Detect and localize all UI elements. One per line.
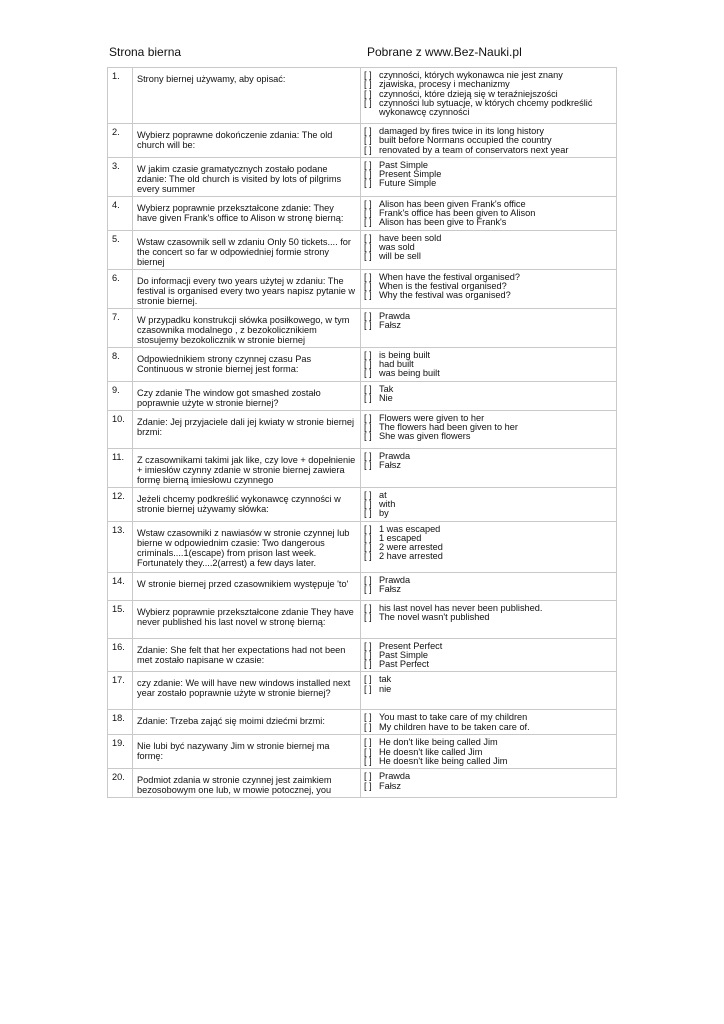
checkbox[interactable]: [ ] xyxy=(364,232,372,243)
checkbox[interactable]: [ ] xyxy=(364,144,372,155)
question-row xyxy=(108,769,617,798)
question-number-cell xyxy=(108,68,133,124)
question-number: 16. xyxy=(112,641,125,652)
answer-options xyxy=(361,348,616,381)
question-number-cell xyxy=(108,196,133,230)
question-text-cell xyxy=(133,710,361,735)
checkbox[interactable]: [ ] xyxy=(364,198,372,209)
checkbox[interactable]: [ ] xyxy=(364,135,372,146)
question-row xyxy=(108,269,617,308)
question-text-cell xyxy=(133,769,361,798)
answer-options-cell xyxy=(361,410,617,448)
checkbox[interactable]: [ ] xyxy=(364,169,372,180)
question-number: 10. xyxy=(112,413,125,424)
answer-option[interactable] xyxy=(364,385,616,394)
question-number-cell xyxy=(108,269,133,308)
answer-option-label: Past Simple xyxy=(379,159,429,170)
answer-options-cell xyxy=(361,157,617,196)
answer-options xyxy=(361,573,616,597)
question-row xyxy=(108,68,617,124)
checkbox[interactable]: [ ] xyxy=(364,542,372,553)
checkbox[interactable]: [ ] xyxy=(364,771,372,782)
answer-option-label: Present Perfect xyxy=(379,640,443,651)
answer-option[interactable] xyxy=(364,452,616,461)
checkbox[interactable]: [ ] xyxy=(364,746,372,757)
checkbox[interactable]: [ ] xyxy=(364,712,372,723)
checkbox[interactable]: [ ] xyxy=(364,79,372,90)
answer-options xyxy=(361,411,616,444)
checkbox[interactable]: [ ] xyxy=(364,431,372,442)
answer-option[interactable] xyxy=(364,491,616,500)
answer-option-label: He don't like being called Jim xyxy=(379,737,498,748)
answer-option-label: Fałsz xyxy=(379,583,401,594)
question-text: Wstaw czasownik sell w zdaniu Only 50 tickets.... for the concert so far w odpowiedniej formie strony biernej xyxy=(137,236,351,267)
answer-option-label: was being built xyxy=(379,368,440,379)
answer-option-label: czynności, które dzieją się w teraźniejszości xyxy=(379,88,558,99)
answer-option-label: was sold xyxy=(379,242,415,253)
answer-options-cell xyxy=(361,672,617,710)
question-row xyxy=(108,347,617,381)
answer-option-label: When have the festival organised? xyxy=(379,271,520,282)
answer-option[interactable] xyxy=(364,432,616,441)
question-row xyxy=(108,638,617,672)
checkbox[interactable]: [ ] xyxy=(364,721,372,732)
question-text-cell xyxy=(133,269,361,308)
checkbox[interactable]: [ ] xyxy=(364,88,372,99)
question-text-cell xyxy=(133,600,361,638)
checkbox[interactable]: [ ] xyxy=(364,70,372,80)
question-text-cell xyxy=(133,521,361,572)
question-number: 4. xyxy=(112,199,120,210)
answer-option-label: czynności, których wykonawca nie jest znany xyxy=(379,70,563,80)
checkbox[interactable]: [ ] xyxy=(364,281,372,292)
answer-option-label: Nie xyxy=(379,392,393,403)
checkbox[interactable]: [ ] xyxy=(364,208,372,219)
question-text: Odpowiednikiem strony czynnej czasu Pas Continuous w stronie biernej jest forma: xyxy=(137,353,312,374)
answer-option-label: Future Simple xyxy=(379,178,437,189)
question-number-cell xyxy=(108,157,133,196)
checkbox[interactable]: [ ] xyxy=(364,508,372,519)
answer-option-label: renovated by a team of conservators next year xyxy=(379,144,569,155)
checkbox[interactable]: [ ] xyxy=(364,649,372,660)
answer-option-label: The flowers had been given to her xyxy=(379,421,518,432)
answer-option-label: 1 escaped xyxy=(379,532,422,543)
question-text: Zdanie: She felt that her expectations had not been met zostało napisane w czasie: xyxy=(137,644,346,665)
checkbox[interactable]: [ ] xyxy=(364,368,372,379)
question-text-cell xyxy=(133,196,361,230)
question-text-cell xyxy=(133,672,361,710)
answer-option-label: damaged by fires twice in its long history xyxy=(379,126,544,136)
answer-option-label: built before Normans occupied the country xyxy=(379,135,552,146)
answer-options xyxy=(361,68,616,119)
question-text-cell xyxy=(133,381,361,410)
answer-option[interactable] xyxy=(364,321,616,330)
answer-option[interactable] xyxy=(364,552,616,561)
answer-options xyxy=(361,197,616,230)
answer-option-label: Frank's office has been given to Alison xyxy=(379,208,536,219)
question-number-cell xyxy=(108,572,133,600)
answer-option-label: Why the festival was organised? xyxy=(379,290,511,301)
answer-options-cell xyxy=(361,638,617,672)
question-number-cell xyxy=(108,381,133,410)
checkbox[interactable]: [ ] xyxy=(364,178,372,189)
answer-options-cell xyxy=(361,769,617,798)
answer-option-label: 2 were arrested xyxy=(379,542,443,553)
answer-options-cell xyxy=(361,572,617,600)
answer-option[interactable] xyxy=(364,675,616,684)
quiz-table xyxy=(107,67,617,798)
question-text-cell xyxy=(133,410,361,448)
question-text: Czy zdanie The window got smashed zostało poprawnie użyte w stronie biernej? xyxy=(137,387,321,408)
checkbox[interactable]: [ ] xyxy=(364,310,372,321)
question-number-cell xyxy=(108,124,133,158)
answer-option-label: Alison has been given Frank's office xyxy=(379,198,526,209)
answer-option-label: My children have to be taken care of. xyxy=(379,721,530,732)
answer-options-cell xyxy=(361,68,617,124)
question-number-cell xyxy=(108,735,133,769)
checkbox[interactable]: [ ] xyxy=(364,523,372,534)
checkbox[interactable]: [ ] xyxy=(364,459,372,470)
answer-options xyxy=(361,769,616,793)
answer-option[interactable] xyxy=(364,723,616,732)
checkbox[interactable]: [ ] xyxy=(364,489,372,500)
question-number: 11. xyxy=(112,451,125,462)
answer-option-label: his last novel has never been published. xyxy=(379,602,543,613)
answer-options xyxy=(361,735,616,768)
question-number-cell xyxy=(108,410,133,448)
answer-option[interactable] xyxy=(364,461,616,470)
page-title: Strona bierna xyxy=(109,45,182,59)
question-number: 15. xyxy=(112,603,125,614)
answer-option[interactable] xyxy=(364,782,616,791)
question-row xyxy=(108,672,617,710)
answer-option-label: nie xyxy=(379,683,392,694)
question-text: czy zdanie: We will have new windows installed next year zostało poprawnie użyte w stronie biernej? xyxy=(137,678,351,699)
answer-option[interactable] xyxy=(364,500,616,509)
checkbox[interactable]: [ ] xyxy=(364,290,372,301)
answer-option[interactable] xyxy=(364,291,616,300)
answer-option-label: Prawda xyxy=(379,771,411,782)
answer-option[interactable] xyxy=(364,146,616,155)
question-number-cell xyxy=(108,521,133,572)
checkbox[interactable]: [ ] xyxy=(364,611,372,622)
question-row xyxy=(108,124,617,158)
question-text-cell xyxy=(133,124,361,158)
answer-option[interactable] xyxy=(364,179,616,188)
checkbox[interactable]: [ ] xyxy=(364,392,372,403)
checkbox[interactable]: [ ] xyxy=(364,780,372,791)
answer-options xyxy=(361,522,616,564)
question-text-cell xyxy=(133,157,361,196)
question-row xyxy=(108,308,617,347)
answer-option-label: czynności lub sytuacje, w których chcemy podkreślić wykonawcę czynności xyxy=(379,97,593,118)
question-number: 12. xyxy=(112,490,125,501)
answer-options xyxy=(361,601,616,625)
question-row xyxy=(108,735,617,769)
checkbox[interactable]: [ ] xyxy=(364,674,372,685)
answer-options-cell xyxy=(361,448,617,487)
answer-option-label: had built xyxy=(379,359,414,370)
question-text: W przypadku konstrukcji słówka posiłkowego, w tym czasownika modalnego , z bezokolicznikiem stosujemy bezokolicznik w stronie biernej xyxy=(137,314,350,345)
answer-option-label: Prawda xyxy=(379,450,411,461)
question-row xyxy=(108,381,617,410)
question-number: 6. xyxy=(112,272,120,283)
question-text-cell xyxy=(133,572,361,600)
answer-option-label: Prawda xyxy=(379,310,411,321)
answer-option[interactable] xyxy=(364,613,616,622)
answer-options-cell xyxy=(361,230,617,269)
answer-options-cell xyxy=(361,269,617,308)
question-number-cell xyxy=(108,672,133,710)
question-text: Wybierz poprawne dokończenie zdania: The old church will be: xyxy=(137,130,333,150)
answer-option-label: have been sold xyxy=(379,232,442,243)
checkbox[interactable]: [ ] xyxy=(364,359,372,370)
page-header xyxy=(109,45,617,63)
answer-option-label: The novel wasn't published xyxy=(379,611,490,622)
answer-option-label: He doesn't like called Jim xyxy=(379,746,483,757)
checkbox[interactable]: [ ] xyxy=(364,126,372,136)
answer-options xyxy=(361,309,616,333)
answer-option-label: Past Perfect xyxy=(379,659,430,670)
answer-option[interactable] xyxy=(364,509,616,518)
checkbox[interactable]: [ ] xyxy=(364,551,372,562)
question-number: 8. xyxy=(112,350,120,361)
answer-options xyxy=(361,158,616,191)
question-number: 13. xyxy=(112,524,125,535)
answer-option[interactable] xyxy=(364,585,616,594)
answer-option[interactable] xyxy=(364,218,616,227)
question-number: 7. xyxy=(112,311,120,322)
question-number: 3. xyxy=(112,160,120,171)
question-row xyxy=(108,410,617,448)
checkbox[interactable]: [ ] xyxy=(364,583,372,594)
answer-options-cell xyxy=(361,124,617,158)
checkbox[interactable]: [ ] xyxy=(364,242,372,253)
question-number-cell xyxy=(108,308,133,347)
question-number-cell xyxy=(108,230,133,269)
answer-option-label: Prawda xyxy=(379,574,411,585)
answer-option-label: Fałsz xyxy=(379,320,401,331)
answer-option-label: Fałsz xyxy=(379,459,401,470)
checkbox[interactable]: [ ] xyxy=(364,683,372,694)
answer-option-label: When is the festival organised? xyxy=(379,281,507,292)
answer-option-label: Past Simple xyxy=(379,649,429,660)
answer-option-label: with xyxy=(379,498,396,509)
answer-options xyxy=(361,639,616,672)
question-row xyxy=(108,157,617,196)
source-label: Pobrane z www.Bez-Nauki.pl xyxy=(367,45,522,59)
checkbox[interactable]: [ ] xyxy=(364,217,372,228)
question-text-cell xyxy=(133,448,361,487)
question-number-cell xyxy=(108,448,133,487)
answer-option[interactable] xyxy=(364,772,616,781)
question-row xyxy=(108,230,617,269)
question-number: 20. xyxy=(112,772,125,783)
checkbox[interactable]: [ ] xyxy=(364,251,372,262)
question-text: Podmiot zdania w stronie czynnej jest zaimkiem bezosobowym one lub, w mowie potocznej, you xyxy=(137,775,332,796)
answer-option[interactable] xyxy=(364,252,616,261)
answer-option-label: Alison has been give to Frank's xyxy=(379,217,507,228)
answer-option-label: at xyxy=(379,489,387,500)
question-row xyxy=(108,600,617,638)
question-number-cell xyxy=(108,600,133,638)
answer-option[interactable] xyxy=(364,394,616,403)
checkbox[interactable]: [ ] xyxy=(364,383,372,394)
question-number: 18. xyxy=(112,713,125,724)
question-text-cell xyxy=(133,487,361,521)
answer-options-cell xyxy=(361,487,617,521)
answer-option-label: Present Simple xyxy=(379,169,442,180)
question-row xyxy=(108,448,617,487)
question-text-cell xyxy=(133,68,361,124)
question-row xyxy=(108,572,617,600)
question-number: 19. xyxy=(112,738,125,749)
answer-options-cell xyxy=(361,196,617,230)
checkbox[interactable]: [ ] xyxy=(364,159,372,170)
question-number-cell xyxy=(108,769,133,798)
answer-option[interactable] xyxy=(364,369,616,378)
question-text-cell xyxy=(133,230,361,269)
question-number-cell xyxy=(108,487,133,521)
answer-options-cell xyxy=(361,347,617,381)
answer-options xyxy=(361,124,616,157)
question-text-cell xyxy=(133,347,361,381)
answer-options-cell xyxy=(361,735,617,769)
answer-option-label: zjawiska, procesy i mechanizmy xyxy=(379,79,510,90)
checkbox[interactable]: [ ] xyxy=(364,97,372,108)
checkbox[interactable]: [ ] xyxy=(364,659,372,670)
checkbox[interactable]: [ ] xyxy=(364,756,372,767)
answer-options-cell xyxy=(361,308,617,347)
answer-option-label: by xyxy=(379,508,389,519)
answer-options xyxy=(361,449,616,473)
checkbox[interactable]: [ ] xyxy=(364,349,372,360)
question-row xyxy=(108,487,617,521)
answer-option-label: 2 have arrested xyxy=(379,551,443,562)
question-text-cell xyxy=(133,735,361,769)
question-text: W stronie biernej przed czasownikiem występuje 'to' xyxy=(137,578,349,589)
question-number-cell xyxy=(108,638,133,672)
checkbox[interactable]: [ ] xyxy=(364,421,372,432)
answer-options xyxy=(361,382,616,406)
answer-options-cell xyxy=(361,710,617,735)
checkbox[interactable]: [ ] xyxy=(364,574,372,585)
answer-options-cell xyxy=(361,521,617,572)
question-number: 14. xyxy=(112,575,125,586)
answer-option-label: tak xyxy=(379,674,392,685)
question-text: Wybierz poprawnie przekształcone zdanie They have never published his last novel w stronę bierną: xyxy=(137,606,354,627)
checkbox[interactable]: [ ] xyxy=(364,412,372,423)
question-row xyxy=(108,710,617,735)
quiz-body xyxy=(108,68,617,798)
answer-option-label: Flowers were given to her xyxy=(379,412,485,423)
question-text: Zdanie: Trzeba zająć się moimi dziećmi brzmi: xyxy=(137,716,325,727)
checkbox[interactable]: [ ] xyxy=(364,498,372,509)
question-text-cell xyxy=(133,638,361,672)
question-text: Wstaw czasowniki z nawiasów w stronie czynnej lub bierne w odpowiednim czasie: Two dangerous criminals....1(escape) from prison last week. Fortunately they....2(arrest) a few days later. xyxy=(137,527,350,568)
question-number-cell xyxy=(108,347,133,381)
checkbox[interactable]: [ ] xyxy=(364,640,372,651)
question-text: Jeżeli chcemy podkreślić wykonawcę czynności w stronie biernej używamy słówka: xyxy=(137,493,341,514)
question-text: Do informacji every two years użytej w zdaniu: The festival is organised every two years napisz pytanie w stronie biernej. xyxy=(137,275,356,306)
question-number: 9. xyxy=(112,384,120,395)
answer-options xyxy=(361,488,616,521)
question-text: Wybierz poprawnie przekształcone zdanie: They have given Frank's office to Alison w stronę bierną: xyxy=(137,202,344,223)
answer-option-label: You mast to take care of my children xyxy=(379,712,528,723)
answer-options-cell xyxy=(361,381,617,410)
checkbox[interactable]: [ ] xyxy=(364,532,372,543)
checkbox[interactable]: [ ] xyxy=(364,320,372,331)
checkbox[interactable]: [ ] xyxy=(364,602,372,613)
question-number: 17. xyxy=(112,675,125,686)
answer-options xyxy=(361,231,616,264)
answer-option-label: Tak xyxy=(379,383,394,394)
answer-option-label: is being built xyxy=(379,349,431,360)
question-row xyxy=(108,521,617,572)
answer-option[interactable] xyxy=(364,576,616,585)
answer-options-cell xyxy=(361,600,617,638)
answer-option[interactable] xyxy=(364,99,616,118)
answer-option-label: will be sell xyxy=(379,251,421,262)
answer-option[interactable] xyxy=(364,757,616,766)
checkbox[interactable]: [ ] xyxy=(364,737,372,748)
question-row xyxy=(108,196,617,230)
question-text: Nie lubi być nazywany Jim w stronie biernej ma formę: xyxy=(137,741,330,762)
answer-option-label: 1 was escaped xyxy=(379,523,441,534)
question-text: Z czasownikami takimi jak like, czy love + dopełnienie + imiesłów czynny zdanie w stronie biernej zawiera formę bierną imiesłowu czynnego xyxy=(137,454,356,485)
checkbox[interactable]: [ ] xyxy=(364,450,372,461)
answer-option-label: She was given flowers xyxy=(379,431,471,442)
answer-option-label: Fałsz xyxy=(379,780,401,791)
answer-options xyxy=(361,710,616,734)
question-text: W jakim czasie gramatycznych zostało podane zdanie: The old church is visited by lots of pilgrims every summer xyxy=(137,163,342,194)
answer-option[interactable] xyxy=(364,312,616,321)
checkbox[interactable]: [ ] xyxy=(364,271,372,282)
question-number: 1. xyxy=(112,71,120,81)
answer-option-label: He doesn't like being called Jim xyxy=(379,756,508,767)
answer-options xyxy=(361,270,616,303)
answer-options xyxy=(361,672,616,696)
question-text: Zdanie: Jej przyjaciele dali jej kwiaty w stronie biernej brzmi: xyxy=(137,416,355,437)
answer-option[interactable] xyxy=(364,660,616,669)
question-text-cell xyxy=(133,308,361,347)
question-number: 2. xyxy=(112,127,120,137)
question-text: Strony biernej używamy, aby opisać: xyxy=(137,74,286,84)
question-number: 5. xyxy=(112,233,120,244)
answer-option[interactable] xyxy=(364,685,616,694)
question-number-cell xyxy=(108,710,133,735)
